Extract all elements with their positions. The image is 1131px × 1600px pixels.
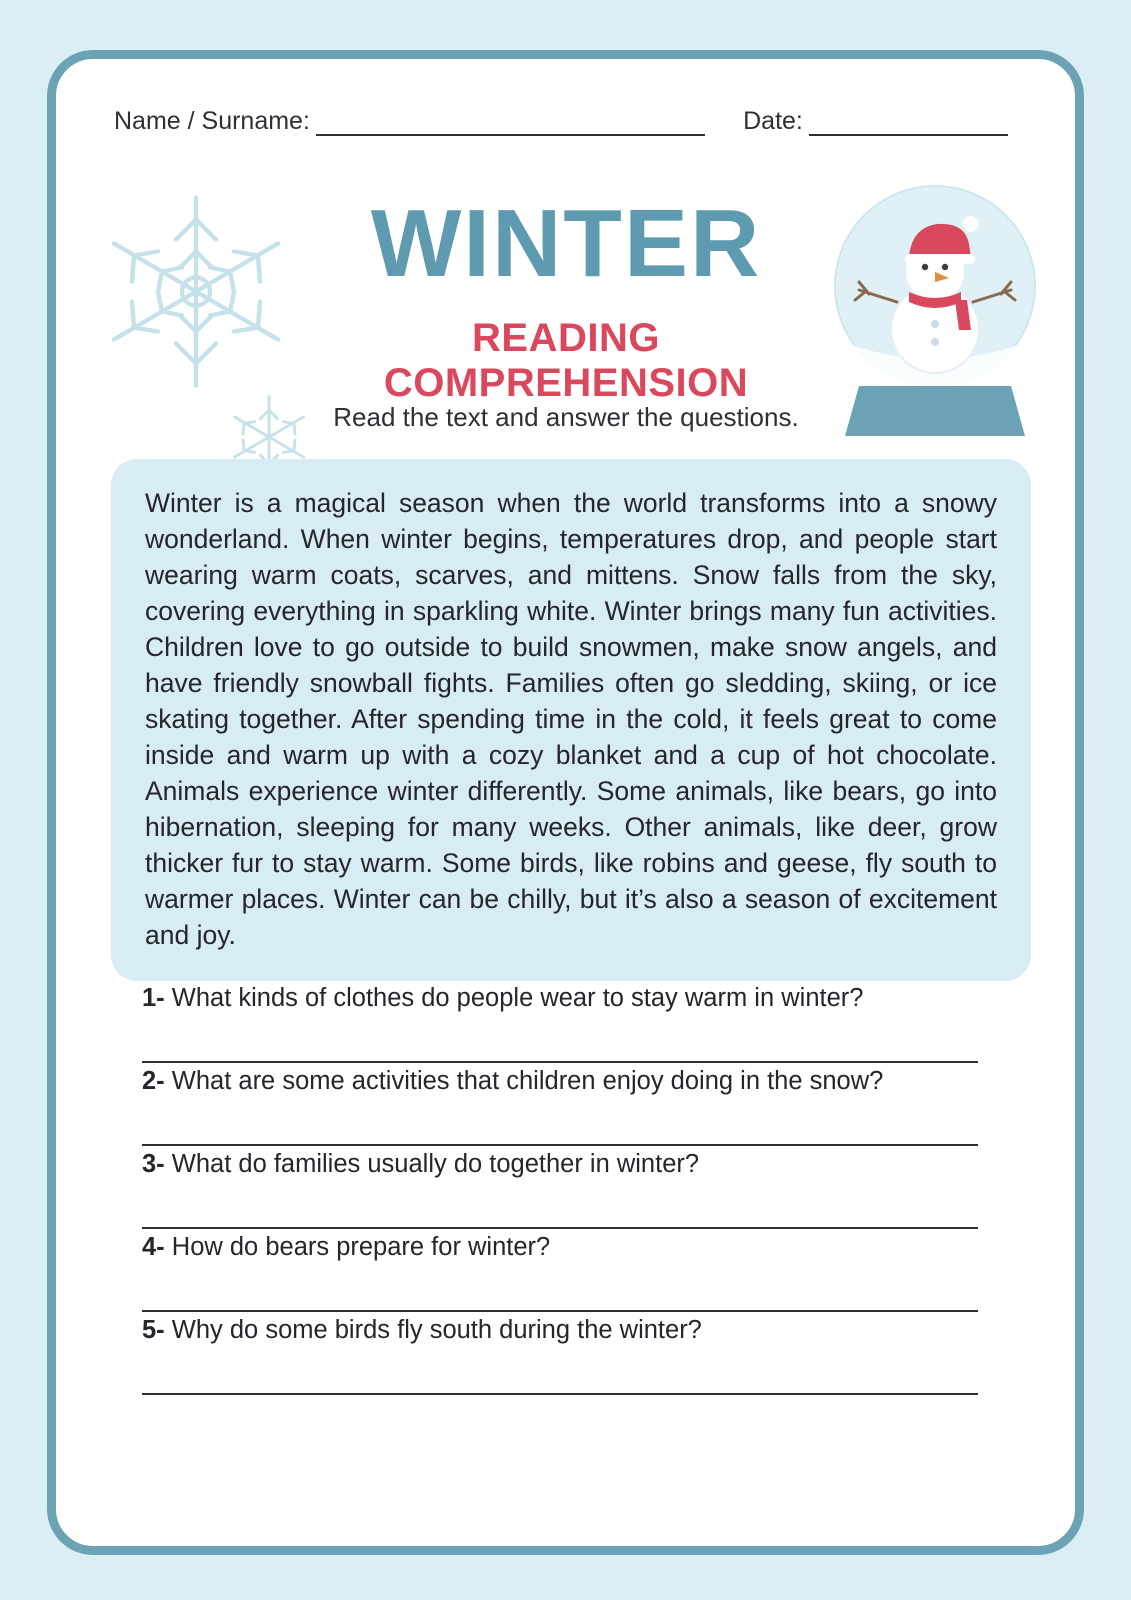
answer-line[interactable]: [142, 1102, 978, 1146]
reading-passage: Winter is a magical season when the world transforms into a snowy wonderland. When winter begins, temperatures drop, and people start wearing warm coats, scarves, and mittens. Snow falls from the sky, covering everything in sparkling white. Winter brings many fun activities. Children love to go outside to build snowmen, make snow angels, and have friendly snowball fights. Families often go sledding, skiing, or ice skating together. After spending time in the cold, it feels great to come inside and warm up with a cozy blanket and a cup of hot chocolate. Animals experience winter differently. Some animals, like bears, go into hibernation, sleeping for many weeks. Other animals, like deer, grow thicker fur to stay warm. Some birds, like robins and geese, fly south to warmer places. Winter can be chilly, but it’s also a season of excitement and joy.: [111, 459, 1031, 981]
name-date-row: [114, 107, 1014, 136]
question-item: [142, 1233, 1002, 1312]
question-number: 3-: [142, 1150, 165, 1178]
answer-line[interactable]: [142, 1185, 978, 1229]
answer-line[interactable]: [142, 1351, 978, 1395]
questions-list: [142, 984, 1002, 1399]
question-body: What are some activities that children enjoy doing in the snow?: [171, 1067, 884, 1095]
worksheet-sheet: [56, 59, 1075, 1546]
question-item: [142, 1067, 1002, 1146]
question-text: [142, 1150, 1002, 1185]
page-subtitle: READING COMPREHENSION: [383, 316, 749, 405]
worksheet-page: [47, 50, 1084, 1555]
question-item: [142, 1316, 1002, 1395]
question-text: [142, 984, 1002, 1019]
snow-globe-snowman-icon: [825, 174, 1045, 449]
question-text: [142, 1067, 1002, 1102]
date-label: Date:: [743, 107, 803, 135]
instruction-text: Read the text and answer the questions.: [333, 402, 799, 432]
question-text: [142, 1316, 1002, 1351]
question-text: [142, 1233, 1002, 1268]
question-body: How do bears prepare for winter?: [171, 1233, 551, 1261]
date-input-line[interactable]: [809, 111, 1008, 136]
question-item: [142, 1150, 1002, 1229]
question-body: Why do some birds fly south during the winter?: [171, 1316, 702, 1344]
title-block: [56, 164, 1075, 474]
name-label: Name / Surname:: [114, 107, 310, 135]
question-item: [142, 984, 1002, 1063]
question-body: What kinds of clothes do people wear to stay warm in winter?: [171, 984, 864, 1012]
question-number: 4-: [142, 1233, 165, 1261]
question-number: 2-: [142, 1067, 165, 1095]
question-number: 1-: [142, 984, 165, 1012]
answer-line[interactable]: [142, 1019, 978, 1063]
snowflake-icon: [96, 184, 296, 399]
page-title: WINTER: [370, 190, 762, 297]
question-number: 5-: [142, 1316, 165, 1344]
question-body: What do families usually do together in winter?: [171, 1150, 700, 1178]
answer-line[interactable]: [142, 1268, 978, 1312]
name-input-line[interactable]: [316, 111, 705, 136]
